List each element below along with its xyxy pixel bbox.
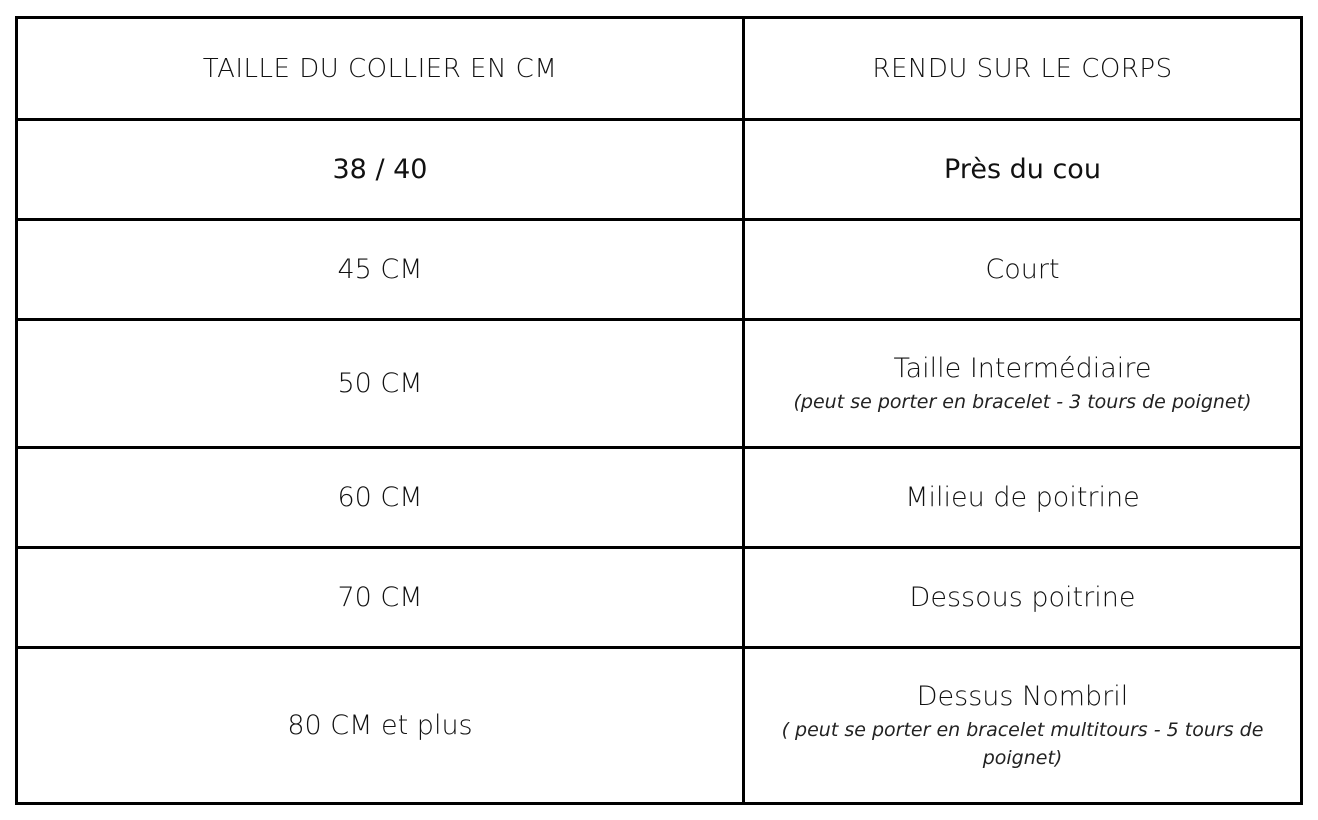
rendu-cell (744, 448, 1302, 548)
rendu-value: Milieu de poitrine (905, 481, 1140, 513)
size-value: 60 CM (337, 482, 423, 513)
size-cell (17, 320, 744, 448)
rendu-note: ( peut se porter en bracelet multitours - 5 tours de poignet) (781, 718, 1264, 769)
size-cell (17, 120, 744, 220)
table-row (17, 648, 1302, 804)
table-row (17, 320, 1302, 448)
size-cell (17, 220, 744, 320)
rendu-cell (744, 320, 1302, 448)
size-cell (17, 448, 744, 548)
rendu-value: Dessus Nombril (916, 680, 1129, 712)
rendu-value: Dessous poitrine (909, 581, 1136, 613)
header-size-label: TAILLE DU COLLIER EN CM (202, 53, 558, 84)
table-row (17, 220, 1302, 320)
rendu-value: Près du cou (944, 153, 1101, 185)
table-row (17, 120, 1302, 220)
size-cell (17, 548, 744, 648)
table-header-row (17, 18, 1302, 120)
table-row (17, 548, 1302, 648)
rendu-value: Court (985, 253, 1060, 285)
necklace-size-table (15, 16, 1303, 805)
rendu-cell (744, 648, 1302, 804)
header-rendu-cell (744, 18, 1302, 120)
size-value: 45 CM (337, 254, 423, 285)
size-value: 70 CM (337, 582, 423, 613)
rendu-cell (744, 220, 1302, 320)
size-value: 38 / 40 (332, 154, 428, 185)
table-row (17, 448, 1302, 548)
header-size-cell (17, 18, 744, 120)
size-value: 80 CM et plus (287, 710, 473, 741)
rendu-cell (744, 548, 1302, 648)
header-rendu-label: RENDU SUR LE CORPS (872, 53, 1173, 84)
size-value: 50 CM (337, 368, 423, 399)
rendu-value: Taille Intermédiaire (893, 352, 1152, 384)
size-cell (17, 648, 744, 804)
rendu-cell (744, 120, 1302, 220)
rendu-note: (peut se porter en bracelet - 3 tours de poignet) (793, 390, 1252, 413)
